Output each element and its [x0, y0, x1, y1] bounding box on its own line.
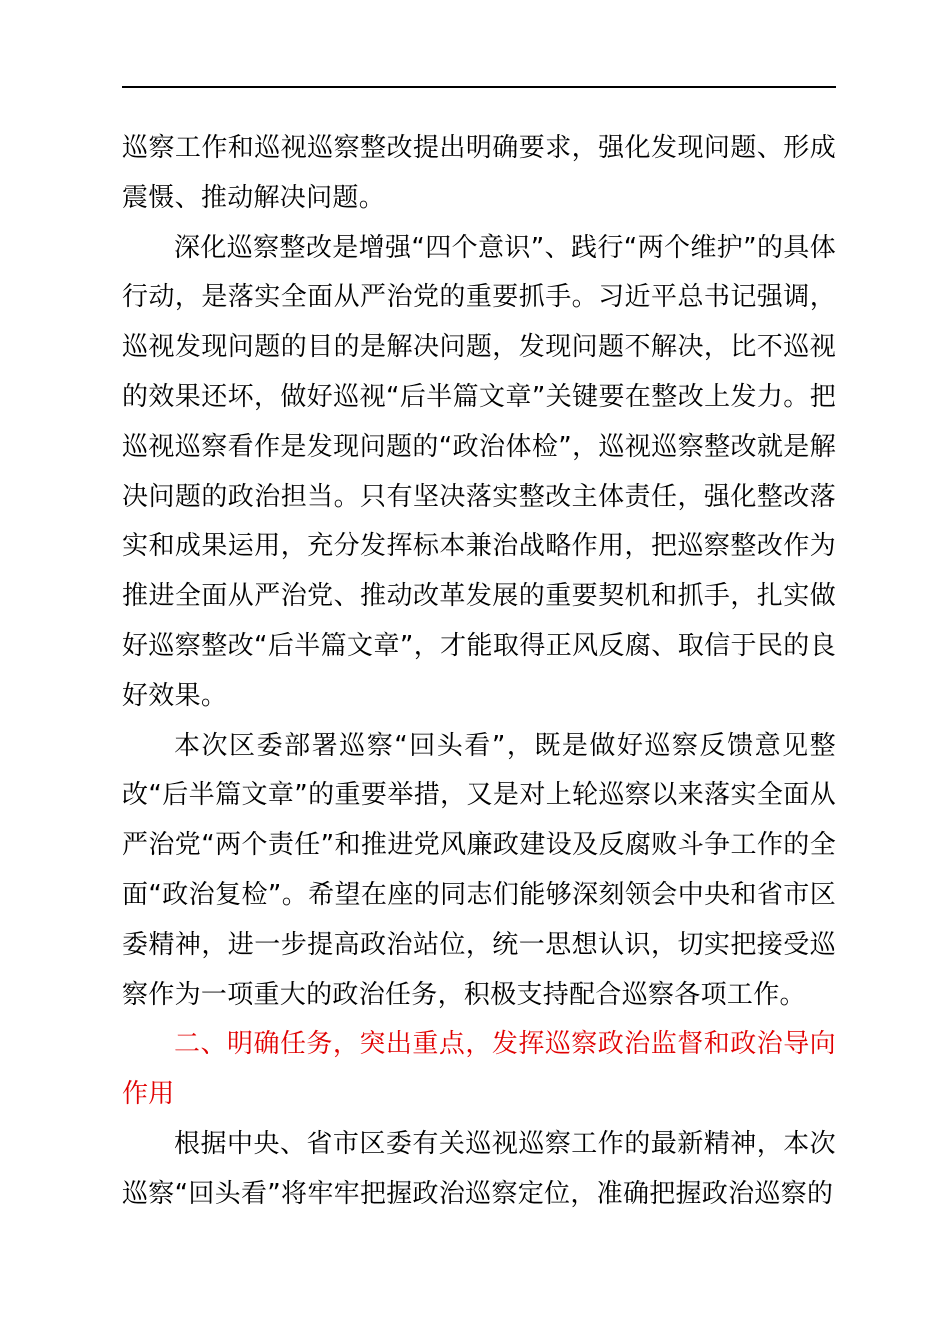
- header-rule: [122, 86, 836, 88]
- paragraph-look-back-deployment: 本次区委部署巡察“回头看”，既是做好巡察反馈意见整改“后半篇文章”的重要举措，又是对上轮巡察以来落实全面从严治党“两个责任”和推进党风廉政建设及反腐败斗争工作的全面“政治复检”。希望在座的同志们能够深刻领会中央和省市区委精神，进一步提高政治站位，统一思想认识，切实把接受巡察作为一项重大的政治任务，积极支持配合巡察各项工作。: [122, 730, 836, 1010]
- document-body: [122, 124, 836, 1220]
- paragraph-continuation: 巡察工作和巡视巡察整改提出明确要求，强化发现问题、形成震慑、推动解决问题。: [122, 133, 836, 213]
- paragraph-rectification-significance: 深化巡察整改是增强“四个意识”、践行“两个维护”的具体行动，是落实全面从严治党的重要抓手。习近平总书记强调，巡视发现问题的目的是解决问题，发现问题不解决，比不巡视的效果还坏，做好巡视“后半篇文章”关键要在整改上发力。把巡视巡察看作是发现问题的“政治体检”，巡视巡察整改就是解决问题的政治担当。只有坚决落实整改主体责任，强化整改落实和成果运用，充分发挥标本兼治战略作用，把巡察整改作为推进全面从严治党、推动改革发展的重要契机和抓手，扎实做好巡察整改“后半篇文章”，才能取得正风反腐、取信于民的良好效果。: [122, 232, 836, 711]
- section-heading-two: 二、明确任务，突出重点，发挥巡察政治监督和政治导向作用: [122, 1029, 836, 1110]
- paragraph-task-intro: 根据中央、省市区委有关巡视巡察工作的最新精神，本次巡察“回头看”将牢牢把握政治巡察定位，准确把握政治巡察的: [122, 1128, 836, 1209]
